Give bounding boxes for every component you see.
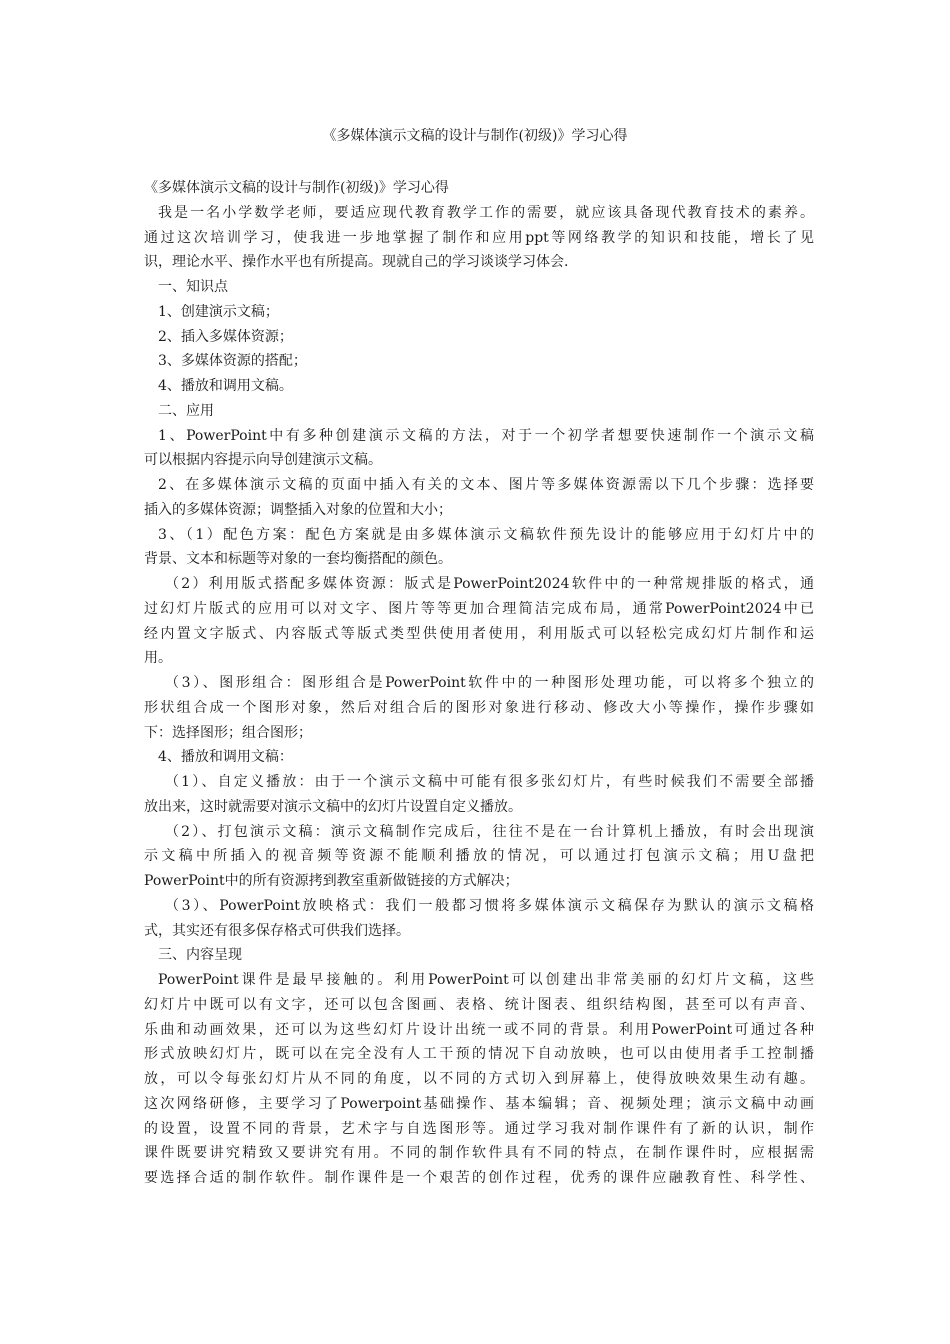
text-line: 示文稿中所插入的视音频等资源不能顺利播放的情况，可以通过打包演示文稿；用U盘把: [144, 848, 814, 865]
text-line: 课件既要讲究精致又要讲究有用。不同的制作软件具有不同的特点，在制作课件时，应根据需: [144, 1145, 814, 1162]
text-line: 形式放映幻灯片，既可以在完全没有人工干预的情况下自动放映，也可以由使用者手工控制播: [144, 1046, 814, 1063]
text-line: 4、播放和调用文稿。: [158, 378, 293, 394]
text-line: （3）、PowerPoint放映格式：我们一般都习惯将多媒体演示文稿保存为默认的演示文稿格: [165, 897, 814, 914]
text-line: 幻灯片中既可以有文字，还可以包含图画、表格、统计图表、组织结构图，甚至可以有声音、: [144, 996, 814, 1013]
text-line: 三、内容呈现: [158, 947, 242, 964]
text-line: 2、在多媒体演示文稿的页面中插入有关的文本、图片等多媒体资源需以下几个步骤：选择要: [158, 477, 814, 493]
text-line: 识，理论水平、操作水平也有所提高。现就自己的学习谈谈学习体会.: [144, 254, 569, 271]
text-line: 1、PowerPoint中有多种创建演示文稿的方法，对于一个初学者想要快速制作一个演示文稿: [158, 427, 814, 444]
text-line: 这次网络研修，主要学习了Powerpoint基础操作、基本编辑；音、视频处理；演示文稿中动画: [144, 1095, 814, 1112]
text-line: （2）利用版式搭配多媒体资源：版式是PowerPoint2024软件中的一种常规排版的格式，通: [165, 576, 814, 592]
text-line: 背景、文本和标题等对象的一套均衡搭配的颜色。: [144, 551, 452, 568]
text-line: 放出来，这时就需要对演示文稿中的幻灯片设置自定义播放。: [144, 798, 522, 815]
text-line: 1、创建演示文稿；: [158, 303, 279, 320]
text-line: 形状组合成一个图形对象，然后对组合后的图形对象进行移动、修改大小等操作，操作步骤如: [144, 699, 814, 716]
text-line: 通过这次培训学习，使我进一步地掌握了制作和应用ppt等网络教学的知识和技能，增长了见: [144, 229, 814, 246]
text-line: PowerPoint中的所有资源拷到教室重新做链接的方式解决；: [144, 873, 519, 889]
text-line: 放，可以令每张幻灯片从不同的角度，以不同的方式切入到屏幕上，使得放映效果生动有趣。: [144, 1071, 814, 1087]
text-line: 一、知识点: [158, 279, 228, 295]
text-line: 《多媒体演示文稿的设计与制作(初级)》学习心得: [144, 180, 449, 196]
document-body: [144, 176, 814, 1191]
text-line: 式，其实还有很多保存格式可供我们选择。: [144, 922, 410, 939]
text-line: 的设置，设置不同的背景，艺术字与自选图形等。通过学习我对制作课件有了新的认识，制作: [144, 1120, 814, 1137]
text-line: （3）、图形组合：图形组合是PowerPoint软件中的一种图形处理功能，可以将多个独立的: [165, 675, 814, 691]
text-line: 用。: [144, 650, 172, 667]
text-line: 下：选择图形；组合图形；: [144, 724, 312, 741]
text-line: 3、（1）配色方案：配色方案就是由多媒体演示文稿软件预先设计的能够应用于幻灯片中的: [158, 526, 814, 543]
text-line: 乐曲和动画效果，还可以为这些幻灯片设计出统一或不同的背景。利用PowerPoint可通过各种: [144, 1021, 814, 1038]
text-line: 二、应用: [158, 402, 214, 419]
page-title: 《多媒体演示文稿的设计与制作(初级)》学习心得: [322, 128, 628, 144]
text-line: 2、插入多媒体资源；: [158, 328, 293, 345]
text-line: 可以根据内容提示向导创建演示文稿。: [144, 452, 382, 469]
text-line: 过幻灯片版式的应用可以对文字、图片等等更加合理简洁完成布局，通常PowerPoint2024中已: [144, 600, 814, 617]
text-line: 3、多媒体资源的搭配；: [158, 353, 307, 370]
text-line: PowerPoint课件是最早接触的。利用PowerPoint可以创建出非常美丽的幻灯片文稿，这些: [158, 972, 814, 988]
text-line: 我是一名小学数学老师，要适应现代教育教学工作的需要，就应该具备现代教育技术的素养。: [158, 204, 814, 221]
text-line: 插入的多媒体资源；调整插入对象的位置和大小；: [144, 501, 452, 518]
text-line: 4、播放和调用文稿：: [158, 749, 293, 766]
text-line: （1）、自定义播放：由于一个演示文稿中可能有很多张幻灯片，有些时候我们不需要全部播: [165, 774, 814, 790]
text-line: 要选择合适的制作软件。制作课件是一个艰苦的创作过程，优秀的课件应融教育性、科学性、: [144, 1170, 814, 1186]
text-line: （2）、打包演示文稿：演示文稿制作完成后，往往不是在一台计算机上播放，有时会出现演: [165, 823, 814, 840]
text-line: 经内置文字版式、内容版式等版式类型供使用者使用，利用版式可以轻松完成幻灯片制作和运: [144, 625, 814, 642]
